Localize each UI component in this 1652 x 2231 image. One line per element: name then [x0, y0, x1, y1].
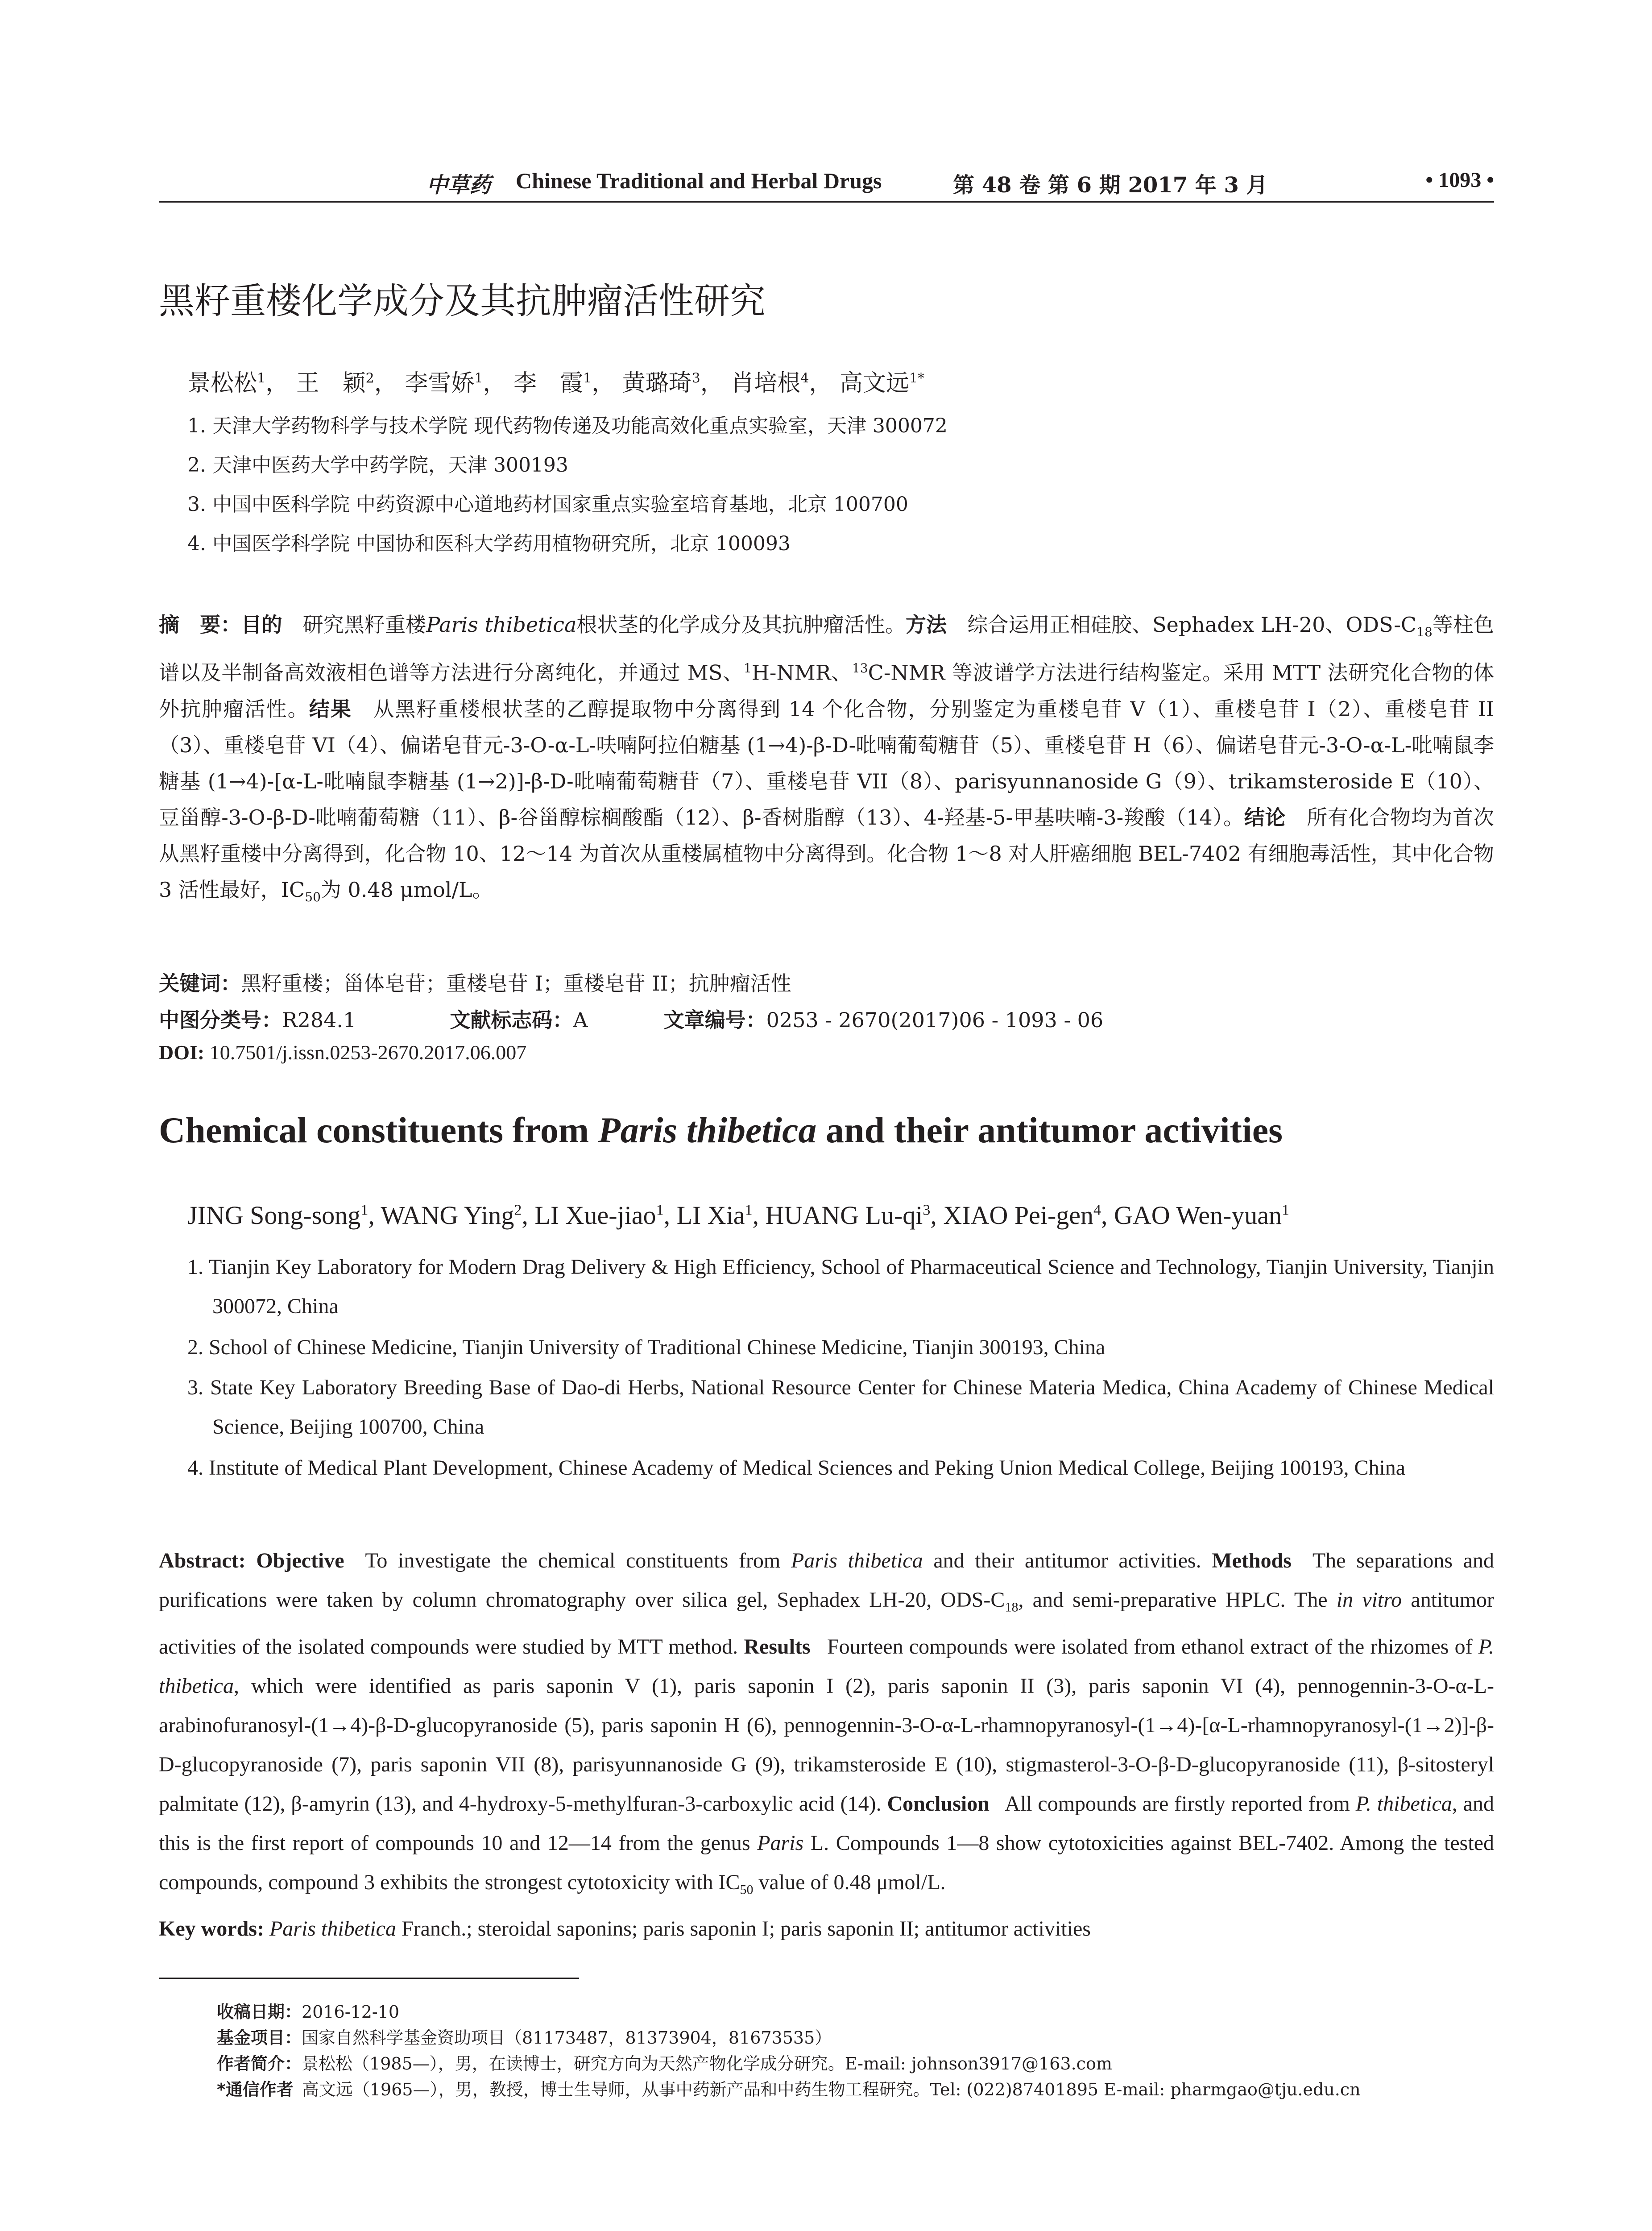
- keywords-en-label: Key words:: [159, 1917, 264, 1941]
- affiliation-en-4: 4. Institute of Medical Plant Development, Chinese Academy of Medical Sciences and Peking Union Medical College, Beijing 100193, China: [187, 1456, 1406, 1480]
- volume-issue: 第 48 卷 第 6 期 2017 年 3 月: [953, 173, 1268, 198]
- author-cn: 肖培根$^4$，: [731, 370, 832, 397]
- footnote-rule: [159, 1978, 579, 1979]
- title-cn: 黑籽重楼化学成分及其抗肿瘤活性研究: [159, 280, 766, 322]
- classification-line: 中图分类号：R284.1 文献标志码：A 文章编号：0253 - 2670(2017)06 - 1093 - 06: [159, 1008, 1104, 1032]
- author-cn: 景松松$^1$，: [187, 370, 289, 397]
- footnote-corresponding: *通信作者 高文远（1965—），男，教授，博士生导师，从事中药新产品和中药生物工程研究。Tel: (022)87401895 E-mail: pharmgao@tju.edu.cn: [217, 2080, 1361, 2099]
- affiliation-cn-1: 1. 天津大学药物科学与技术学院 现代药物传递及功能高效化重点实验室，天津 300072: [187, 415, 948, 437]
- author-en: GAO Wen-yuan$^1$: [1114, 1201, 1290, 1230]
- conclusion-en-label: Conclusion: [887, 1791, 990, 1816]
- keywords-cn: 关键词：黑籽重楼；甾体皂苷；重楼皂苷 I；重楼皂苷 II；抗肿瘤活性: [159, 971, 791, 995]
- author-en: LI Xia$^1$,: [676, 1201, 766, 1230]
- author-cn: 李 霞$^1$，: [513, 370, 615, 397]
- affiliation-cn-3: 3. 中国中医科学院 中药资源中心道地药材国家重点实验室培育基地，北京 100700: [187, 493, 908, 516]
- objective-cn-label: 目的: [241, 613, 282, 637]
- footnote-author: 作者简介：景松松（1985—），男，在读博士，研究方向为天然产物化学成分研究。E-mail: johnson3917@163.com: [217, 2054, 1112, 2073]
- abstract-en: Abstract: Objective To investigate the chemical constituents from Paris thibetica and their antitumor activities. Methods The separations and purifications were taken by column chromatography over silica gel, Sephadex LH-20, ODS-$C_{18}$, and semi-preparative HPLC. The in vitro antitumor activities of the isolated compounds were studied by MTT method. Results Fourteen compounds were isolated from ethanol extract of the rhizomes of P. thibetica, which were identified as paris saponin V (1), paris saponin I (2), paris saponin II (3), paris saponin VI (4), pennogennin-3-O-α-L-arabinofuranosyl-(1→4)-β-D-glucopyranoside (5), paris saponin H (6), pennogennin-3-O-α-L-rhamnopyranosyl-(1→4)-[α-L-rhamnopyranosyl-(1→2)]-β-D-glucopyranoside (7), paris saponin VII (8), parisyunnanoside G (9), trikamsteroside E (10), stigmasterol-3-O-β-D-glucopyranoside (11), β-sitosteryl palmitate (12), β-amyrin (13), and 4-hydroxy-5-methylfuran-3-carboxylic acid (14). Conclusion All compounds are firstly reported from P. thibetica, and this is the first report of compounds 10 and 12—14 from the genus Paris L. Compounds 1—8 show cytotoxicities against BEL-7402. Among the tested compounds, compound 3 exhibits the strongest cytotoxicity with $IC_{50}$ value of 0.48 μmol/L. Key words: Paris thibetica Franch.; steroidal saponins; paris saponin I; paris saponin II; antitumor activities: [159, 1549, 1495, 1941]
- affiliation-en-1: 1. Tianjin Key Laboratory for Modern Drag Delivery & High Efficiency, School of Pharmaceutical Science and Technology, Tianjin University, Tianjin 300072, China: [187, 1255, 1494, 1318]
- abstract-cn: 摘 要：目的 研究黑籽重楼Paris thibetica根状茎的化学成分及其抗肿瘤活性。方法 综合运用正相硅胶、Sephadex LH-20、ODS-$C_{18}$等柱色谱以及半制备高效液相色谱等方法进行分离纯化，并通过 MS、$^1$H-NMR、$^{13}$C-NMR 等波谱学方法进行结构鉴定。采用 MTT 法研究化合物的体外抗肿瘤活性。结果 从黑籽重楼根状茎的乙醇提取物中分离得到 14 个化合物，分别鉴定为重楼皂苷 V（1）、重楼皂苷 I（2）、重楼皂苷 II（3）、重楼皂苷 VI（4）、偏诺皂苷元-3-O-α-L-呋喃阿拉伯糖基 (1→4)-β-D-吡喃葡萄糖苷（5）、重楼皂苷 H（6）、偏诺皂苷元-3-O-α-L-吡喃鼠李糖基 (1→4)-[α-L-吡喃鼠李糖基 (1→2)]-β-D-吡喃葡萄糖苷（7）、重楼皂苷 VII（8）、parisyunnanoside G（9）、trikamsteroside E（10）、豆甾醇-3-O-β-D-吡喃葡萄糖（11）、β-谷甾醇棕榈酸酯（12）、β-香树脂醇（13）、4-羟基-5-甲基呋喃-3-羧酸（14）。结论 所有化合物均为首次从黑籽重楼中分离得到，化合物 10、12～14 为首次从重楼属植物中分离得到。化合物 1～8 对人肝癌细胞 BEL-7402 有细胞毒活性，其中化合物 3 活性最好，$IC_{50}$为 0.48 μmol/L。: [159, 613, 1495, 904]
- journal-name-cn: 中草药: [426, 173, 491, 198]
- objective-en-label: Objective: [256, 1549, 344, 1572]
- author-en: JING Song-song$^1$,: [187, 1201, 381, 1230]
- abstract-cn-label: 摘 要：: [159, 613, 241, 637]
- footnote-received: 收稿日期：2016-12-10: [217, 2002, 400, 2022]
- author-cn: 黄璐琦$^3$，: [622, 370, 724, 397]
- title-en: Chemical constituents from Paris thibetica and their antitumor activities: [159, 1110, 1283, 1150]
- header-rule: [159, 201, 1494, 203]
- methods-en-label: Methods: [1212, 1549, 1292, 1572]
- abstract-en-label: Abstract:: [159, 1549, 246, 1572]
- results-cn-text: 从黑籽重楼根状茎的乙醇提取物中分离得到 14 个化合物，分别鉴定为重楼皂苷 V（1）、重楼皂苷 I（2）、重楼皂苷 II（3）、重楼皂苷 VI（4）、偏诺皂苷元-3-O-α-L-呋喃阿拉伯糖基 (1→4)-β-D-吡喃葡萄糖苷（5）、重楼皂苷 H（6）、偏诺皂苷元-3-O-α-L-吡喃鼠李糖基 (1→4)-[α-L-吡喃鼠李糖基 (1→2)]-β-D-吡喃葡萄糖苷（7）、重楼皂苷 VII（8）、parisyunnanoside G（9）、trikamsteroside E（10）、豆甾醇-3-O-β-D-吡喃葡萄糖（11）、β-谷甾醇棕榈酸酯（12）、β-香树脂醇（13）、4-羟基-5-甲基呋喃-3-羧酸（14）。: [159, 697, 1495, 829]
- author-cn: 李雪娇$^1$，: [405, 370, 506, 397]
- conclusion-cn-label: 结论: [1244, 805, 1286, 829]
- author-en: WANG Ying$^2$,: [381, 1201, 535, 1230]
- author-en: XIAO Pei-gen$^4$,: [943, 1201, 1114, 1230]
- methods-cn-label: 方法: [906, 613, 947, 637]
- author-en: HUANG $Lu-qi^3$,: [765, 1201, 944, 1230]
- affiliation-cn-4: 4. 中国医学科学院 中国协和医科大学药用植物研究所，北京 100093: [187, 532, 791, 555]
- page-number: • 1093 •: [1425, 168, 1494, 192]
- doi-link[interactable]: 10.7501/j.issn.0253-2670.2017.06.007: [209, 1041, 527, 1064]
- authors-cn: [187, 364, 924, 398]
- doi-line: DOI: 10.7501/j.issn.0253-2670.2017.06.007: [159, 1041, 527, 1064]
- author-cn: 王 颖$^2$，: [296, 370, 397, 397]
- affiliation-cn-2: 2. 天津中医药大学中药学院，天津 300193: [187, 454, 568, 477]
- species-name: Paris thibetica: [426, 613, 577, 637]
- author-cn: 高文远$^{1*}$: [839, 370, 925, 397]
- author-en: LI Xue-jiao$^1$,: [534, 1201, 677, 1230]
- keywords-en-text: Franch.; steroidal saponins; paris saponin I; paris saponin II; antitumor activities: [401, 1917, 1091, 1941]
- results-en-label: Results: [744, 1634, 811, 1659]
- results-cn-label: 结果: [309, 697, 352, 721]
- affiliation-en-3: 3. State Key Laboratory Breeding Base of Dao-di Herbs, National Resource Center for Chinese Materia Medica, China Academy of Chinese Medical Science, Beijing 100700, China: [187, 1376, 1494, 1439]
- affiliation-en-2: 2. School of Chinese Medicine, Tianjin University of Traditional Chinese Medicine, Tianjin 300193, China: [187, 1335, 1105, 1359]
- running-header: [159, 168, 1494, 198]
- journal-name-en: Chinese Traditional and Herbal Drugs: [516, 168, 882, 193]
- authors-en: [187, 1200, 1289, 1230]
- footnote-funding: 基金项目：国家自然科学基金资助项目（81173487，81373904，81673535）: [217, 2028, 832, 2048]
